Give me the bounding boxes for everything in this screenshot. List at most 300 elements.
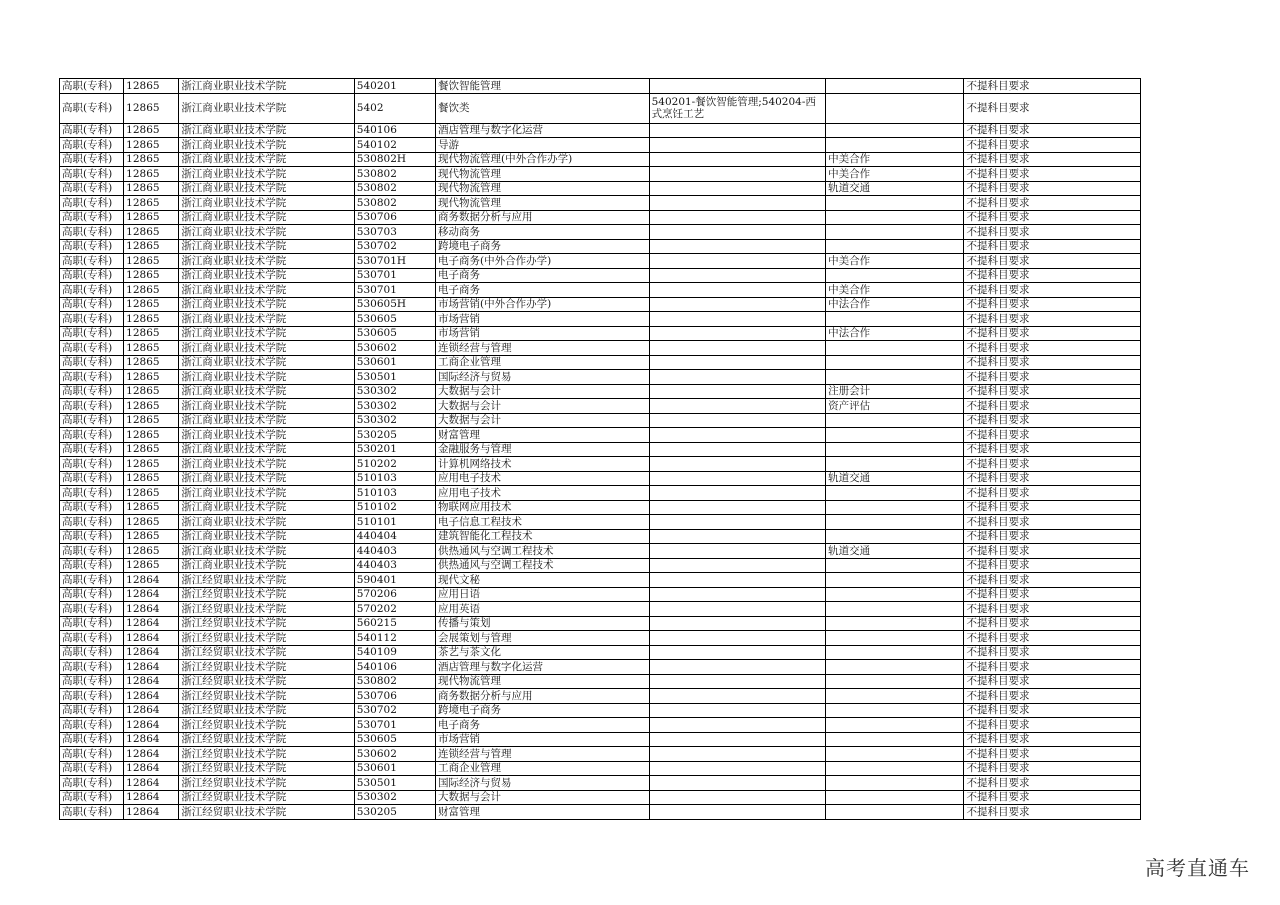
school-name-cell: 浙江经贸职业技术学院: [179, 790, 354, 805]
school-code-cell: 12865: [124, 326, 179, 341]
school-name-cell: 浙江商业职业技术学院: [179, 515, 354, 530]
school-name-cell: 浙江经贸职业技术学院: [179, 703, 354, 718]
major-code-cell: 510102: [354, 500, 435, 515]
major-name-cell: 物联网应用技术: [436, 500, 650, 515]
table-row: [60, 602, 1141, 617]
note-cell: [826, 196, 964, 211]
subject-requirement-cell: 不提科目要求: [964, 573, 1141, 588]
major-code-cell: 530205: [354, 428, 435, 443]
included-majors-cell: [649, 805, 825, 820]
subject-requirement-cell: 不提科目要求: [964, 703, 1141, 718]
table-row: [60, 761, 1141, 776]
table-row: [60, 384, 1141, 399]
table-row: [60, 355, 1141, 370]
included-majors-cell: [649, 544, 825, 559]
note-cell: [826, 486, 964, 501]
table-row: [60, 689, 1141, 704]
included-majors-cell: [649, 602, 825, 617]
table-row: [60, 167, 1141, 182]
included-majors-cell: [649, 631, 825, 646]
major-code-cell: 530702: [354, 239, 435, 254]
major-name-cell: 现代物流管理: [436, 196, 650, 211]
level-cell: 高职(专科): [60, 805, 124, 820]
subject-requirement-cell: 不提科目要求: [964, 283, 1141, 298]
school-name-cell: 浙江商业职业技术学院: [179, 312, 354, 327]
school-code-cell: 12864: [124, 732, 179, 747]
school-name-cell: 浙江商业职业技术学院: [179, 225, 354, 240]
school-code-cell: 12865: [124, 196, 179, 211]
school-name-cell: 浙江商业职业技术学院: [179, 181, 354, 196]
note-cell: 中美合作: [826, 167, 964, 182]
major-name-cell: 市场营销: [436, 326, 650, 341]
note-cell: [826, 123, 964, 138]
table-row: [60, 457, 1141, 472]
major-code-cell: 530802: [354, 674, 435, 689]
table-row: [60, 239, 1141, 254]
school-code-cell: 12865: [124, 413, 179, 428]
major-code-cell: 440404: [354, 529, 435, 544]
major-code-cell: 510103: [354, 486, 435, 501]
major-code-cell: 570206: [354, 587, 435, 602]
school-name-cell: 浙江商业职业技术学院: [179, 384, 354, 399]
table-row: [60, 152, 1141, 167]
subject-requirement-cell: 不提科目要求: [964, 805, 1141, 820]
note-cell: [826, 370, 964, 385]
subject-requirement-cell: 不提科目要求: [964, 268, 1141, 283]
level-cell: 高职(专科): [60, 283, 124, 298]
included-majors-cell: [649, 268, 825, 283]
note-cell: 注册会计: [826, 384, 964, 399]
level-cell: 高职(专科): [60, 93, 124, 123]
note-cell: [826, 573, 964, 588]
table-row: [60, 123, 1141, 138]
school-name-cell: 浙江商业职业技术学院: [179, 239, 354, 254]
note-cell: [826, 660, 964, 675]
school-name-cell: 浙江经贸职业技术学院: [179, 573, 354, 588]
table-row: [60, 747, 1141, 762]
school-name-cell: 浙江商业职业技术学院: [179, 297, 354, 312]
school-name-cell: 浙江经贸职业技术学院: [179, 660, 354, 675]
level-cell: 高职(专科): [60, 225, 124, 240]
included-majors-cell: [649, 515, 825, 530]
note-cell: [826, 689, 964, 704]
school-code-cell: 12864: [124, 776, 179, 791]
school-code-cell: 12865: [124, 181, 179, 196]
school-code-cell: 12865: [124, 210, 179, 225]
table-row: [60, 79, 1141, 94]
major-name-cell: 应用日语: [436, 587, 650, 602]
table-row: [60, 254, 1141, 269]
school-code-cell: 12865: [124, 167, 179, 182]
major-name-cell: 移动商务: [436, 225, 650, 240]
subject-requirement-cell: 不提科目要求: [964, 718, 1141, 733]
school-name-cell: 浙江商业职业技术学院: [179, 500, 354, 515]
included-majors-cell: [649, 471, 825, 486]
major-name-cell: 现代物流管理: [436, 674, 650, 689]
note-cell: 轨道交通: [826, 544, 964, 559]
subject-requirement-cell: 不提科目要求: [964, 616, 1141, 631]
subject-requirement-cell: 不提科目要求: [964, 79, 1141, 94]
major-name-cell: 电子商务(中外合作办学): [436, 254, 650, 269]
major-name-cell: 应用电子技术: [436, 471, 650, 486]
level-cell: 高职(专科): [60, 732, 124, 747]
level-cell: 高职(专科): [60, 384, 124, 399]
level-cell: 高职(专科): [60, 486, 124, 501]
watermark-logo-text: 高考直通车: [1145, 856, 1250, 880]
table-row: [60, 674, 1141, 689]
included-majors-cell: [649, 776, 825, 791]
included-majors-cell: [649, 239, 825, 254]
subject-requirement-cell: 不提科目要求: [964, 355, 1141, 370]
included-majors-cell: [649, 442, 825, 457]
table-row: [60, 312, 1141, 327]
table-row: [60, 138, 1141, 153]
included-majors-cell: [649, 660, 825, 675]
school-code-cell: 12864: [124, 631, 179, 646]
table-row: [60, 587, 1141, 602]
major-code-cell: 530701: [354, 283, 435, 298]
level-cell: 高职(专科): [60, 79, 124, 94]
major-code-cell: 530701H: [354, 254, 435, 269]
table-row: [60, 660, 1141, 675]
major-name-cell: 茶艺与茶文化: [436, 645, 650, 660]
major-name-cell: 会展策划与管理: [436, 631, 650, 646]
subject-requirement-cell: 不提科目要求: [964, 529, 1141, 544]
note-cell: [826, 355, 964, 370]
note-cell: [826, 210, 964, 225]
included-majors-cell: [649, 428, 825, 443]
school-name-cell: 浙江商业职业技术学院: [179, 355, 354, 370]
major-name-cell: 应用电子技术: [436, 486, 650, 501]
major-code-cell: 530302: [354, 384, 435, 399]
table-row: [60, 805, 1141, 820]
major-code-cell: 440403: [354, 544, 435, 559]
school-name-cell: 浙江商业职业技术学院: [179, 413, 354, 428]
school-code-cell: 12865: [124, 370, 179, 385]
subject-requirement-cell: 不提科目要求: [964, 152, 1141, 167]
subject-requirement-cell: 不提科目要求: [964, 138, 1141, 153]
school-code-cell: 12865: [124, 312, 179, 327]
major-name-cell: 供热通风与空调工程技术: [436, 544, 650, 559]
level-cell: 高职(专科): [60, 703, 124, 718]
major-name-cell: 商务数据分析与应用: [436, 210, 650, 225]
table-row: [60, 529, 1141, 544]
included-majors-cell: [649, 718, 825, 733]
major-name-cell: 餐饮类: [436, 93, 650, 123]
school-code-cell: 12865: [124, 152, 179, 167]
table-row: [60, 210, 1141, 225]
note-cell: [826, 515, 964, 530]
included-majors-cell: [649, 703, 825, 718]
level-cell: 高职(专科): [60, 326, 124, 341]
major-name-cell: 财富管理: [436, 805, 650, 820]
note-cell: [826, 776, 964, 791]
included-majors-cell: [649, 152, 825, 167]
note-cell: [826, 341, 964, 356]
table-row: [60, 776, 1141, 791]
major-code-cell: 530602: [354, 341, 435, 356]
school-name-cell: 浙江经贸职业技术学院: [179, 732, 354, 747]
table-row: [60, 326, 1141, 341]
school-name-cell: 浙江经贸职业技术学院: [179, 631, 354, 646]
note-cell: [826, 761, 964, 776]
school-code-cell: 12865: [124, 123, 179, 138]
major-code-cell: 530703: [354, 225, 435, 240]
level-cell: 高职(专科): [60, 761, 124, 776]
school-code-cell: 12864: [124, 602, 179, 617]
school-code-cell: 12865: [124, 399, 179, 414]
major-code-cell: 530501: [354, 776, 435, 791]
table-row: [60, 297, 1141, 312]
level-cell: 高职(专科): [60, 558, 124, 573]
school-name-cell: 浙江商业职业技术学院: [179, 93, 354, 123]
major-name-cell: 现代文秘: [436, 573, 650, 588]
major-code-cell: 530701: [354, 268, 435, 283]
note-cell: [826, 732, 964, 747]
major-code-cell: 530802: [354, 181, 435, 196]
school-name-cell: 浙江商业职业技术学院: [179, 486, 354, 501]
level-cell: 高职(专科): [60, 370, 124, 385]
subject-requirement-cell: 不提科目要求: [964, 631, 1141, 646]
note-cell: [826, 268, 964, 283]
school-code-cell: 12865: [124, 457, 179, 472]
school-name-cell: 浙江商业职业技术学院: [179, 457, 354, 472]
major-code-cell: 530701: [354, 718, 435, 733]
school-code-cell: 12865: [124, 341, 179, 356]
school-name-cell: 浙江经贸职业技术学院: [179, 805, 354, 820]
major-name-cell: 商务数据分析与应用: [436, 689, 650, 704]
school-name-cell: 浙江商业职业技术学院: [179, 544, 354, 559]
major-name-cell: 连锁经营与管理: [436, 747, 650, 762]
level-cell: 高职(专科): [60, 747, 124, 762]
level-cell: 高职(专科): [60, 210, 124, 225]
included-majors-cell: [649, 616, 825, 631]
level-cell: 高职(专科): [60, 355, 124, 370]
subject-requirement-cell: 不提科目要求: [964, 181, 1141, 196]
included-majors-cell: [649, 355, 825, 370]
major-name-cell: 传播与策划: [436, 616, 650, 631]
school-code-cell: 12864: [124, 703, 179, 718]
level-cell: 高职(专科): [60, 428, 124, 443]
major-code-cell: 530605: [354, 326, 435, 341]
note-cell: 中法合作: [826, 326, 964, 341]
note-cell: [826, 747, 964, 762]
subject-requirement-cell: 不提科目要求: [964, 93, 1141, 123]
major-code-cell: 530302: [354, 413, 435, 428]
school-code-cell: 12865: [124, 384, 179, 399]
level-cell: 高职(专科): [60, 239, 124, 254]
level-cell: 高职(专科): [60, 181, 124, 196]
school-code-cell: 12865: [124, 558, 179, 573]
major-name-cell: 建筑智能化工程技术: [436, 529, 650, 544]
major-name-cell: 现代物流管理: [436, 181, 650, 196]
major-name-cell: 供热通风与空调工程技术: [436, 558, 650, 573]
major-code-cell: 530802: [354, 196, 435, 211]
major-code-cell: 530602: [354, 747, 435, 762]
school-code-cell: 12865: [124, 254, 179, 269]
subject-requirement-cell: 不提科目要求: [964, 196, 1141, 211]
major-name-cell: 工商企业管理: [436, 761, 650, 776]
school-code-cell: 12865: [124, 225, 179, 240]
school-name-cell: 浙江商业职业技术学院: [179, 558, 354, 573]
admission-requirements-table: [59, 78, 1141, 820]
level-cell: 高职(专科): [60, 399, 124, 414]
level-cell: 高职(专科): [60, 413, 124, 428]
school-code-cell: 12865: [124, 355, 179, 370]
level-cell: 高职(专科): [60, 123, 124, 138]
major-name-cell: 财富管理: [436, 428, 650, 443]
subject-requirement-cell: 不提科目要求: [964, 761, 1141, 776]
school-code-cell: 12864: [124, 645, 179, 660]
table-row: [60, 790, 1141, 805]
subject-requirement-cell: 不提科目要求: [964, 341, 1141, 356]
table-row: [60, 181, 1141, 196]
note-cell: [826, 616, 964, 631]
level-cell: 高职(专科): [60, 544, 124, 559]
school-code-cell: 12865: [124, 297, 179, 312]
level-cell: 高职(专科): [60, 515, 124, 530]
note-cell: [826, 138, 964, 153]
level-cell: 高职(专科): [60, 457, 124, 472]
school-name-cell: 浙江商业职业技术学院: [179, 326, 354, 341]
table-row: [60, 486, 1141, 501]
school-code-cell: 12865: [124, 486, 179, 501]
level-cell: 高职(专科): [60, 790, 124, 805]
major-name-cell: 导游: [436, 138, 650, 153]
note-cell: [826, 239, 964, 254]
major-name-cell: 餐饮智能管理: [436, 79, 650, 94]
school-code-cell: 12865: [124, 471, 179, 486]
school-name-cell: 浙江商业职业技术学院: [179, 442, 354, 457]
level-cell: 高职(专科): [60, 645, 124, 660]
major-code-cell: 530302: [354, 790, 435, 805]
note-cell: [826, 529, 964, 544]
note-cell: 轨道交通: [826, 471, 964, 486]
included-majors-cell: [649, 196, 825, 211]
included-majors-cell: [649, 225, 825, 240]
major-code-cell: 530706: [354, 210, 435, 225]
school-code-cell: 12865: [124, 268, 179, 283]
included-majors-cell: [649, 138, 825, 153]
included-majors-cell: [649, 297, 825, 312]
note-cell: [826, 225, 964, 240]
included-majors-cell: [649, 384, 825, 399]
major-name-cell: 应用英语: [436, 602, 650, 617]
major-code-cell: 530802: [354, 167, 435, 182]
major-name-cell: 国际经济与贸易: [436, 370, 650, 385]
major-name-cell: 现代物流管理(中外合作办学): [436, 152, 650, 167]
major-code-cell: 530601: [354, 761, 435, 776]
school-name-cell: 浙江商业职业技术学院: [179, 529, 354, 544]
table-row: [60, 631, 1141, 646]
note-cell: [826, 790, 964, 805]
major-code-cell: 530702: [354, 703, 435, 718]
subject-requirement-cell: 不提科目要求: [964, 500, 1141, 515]
school-name-cell: 浙江商业职业技术学院: [179, 138, 354, 153]
note-cell: [826, 413, 964, 428]
school-code-cell: 12864: [124, 747, 179, 762]
major-code-cell: 510202: [354, 457, 435, 472]
note-cell: 资产评估: [826, 399, 964, 414]
subject-requirement-cell: 不提科目要求: [964, 239, 1141, 254]
subject-requirement-cell: 不提科目要求: [964, 776, 1141, 791]
major-code-cell: 540106: [354, 123, 435, 138]
major-code-cell: 530501: [354, 370, 435, 385]
level-cell: 高职(专科): [60, 196, 124, 211]
subject-requirement-cell: 不提科目要求: [964, 123, 1141, 138]
major-code-cell: 540109: [354, 645, 435, 660]
school-name-cell: 浙江商业职业技术学院: [179, 254, 354, 269]
level-cell: 高职(专科): [60, 616, 124, 631]
school-code-cell: 12865: [124, 500, 179, 515]
note-cell: [826, 500, 964, 515]
included-majors-cell: [649, 486, 825, 501]
school-code-cell: 12864: [124, 616, 179, 631]
subject-requirement-cell: 不提科目要求: [964, 413, 1141, 428]
level-cell: 高职(专科): [60, 312, 124, 327]
level-cell: 高职(专科): [60, 602, 124, 617]
major-code-cell: 540201: [354, 79, 435, 94]
major-name-cell: 电子商务: [436, 718, 650, 733]
school-code-cell: 12865: [124, 515, 179, 530]
school-name-cell: 浙江商业职业技术学院: [179, 196, 354, 211]
level-cell: 高职(专科): [60, 573, 124, 588]
note-cell: [826, 457, 964, 472]
table-row: [60, 428, 1141, 443]
table-row: [60, 703, 1141, 718]
major-code-cell: 530605: [354, 732, 435, 747]
subject-requirement-cell: 不提科目要求: [964, 167, 1141, 182]
note-cell: [826, 428, 964, 443]
major-name-cell: 大数据与会计: [436, 399, 650, 414]
included-majors-cell: [649, 732, 825, 747]
table-row: [60, 93, 1141, 123]
school-code-cell: 12864: [124, 660, 179, 675]
major-name-cell: 市场营销(中外合作办学): [436, 297, 650, 312]
included-majors-cell: [649, 645, 825, 660]
school-name-cell: 浙江商业职业技术学院: [179, 167, 354, 182]
table-row: [60, 283, 1141, 298]
subject-requirement-cell: 不提科目要求: [964, 544, 1141, 559]
major-name-cell: 电子商务: [436, 268, 650, 283]
major-code-cell: 510101: [354, 515, 435, 530]
note-cell: [826, 805, 964, 820]
major-name-cell: 现代物流管理: [436, 167, 650, 182]
major-name-cell: 电子商务: [436, 283, 650, 298]
school-code-cell: 12864: [124, 674, 179, 689]
school-code-cell: 12864: [124, 689, 179, 704]
table-row: [60, 442, 1141, 457]
school-code-cell: 12865: [124, 79, 179, 94]
subject-requirement-cell: 不提科目要求: [964, 210, 1141, 225]
major-name-cell: 跨境电子商务: [436, 239, 650, 254]
level-cell: 高职(专科): [60, 138, 124, 153]
school-code-cell: 12864: [124, 573, 179, 588]
school-code-cell: 12865: [124, 529, 179, 544]
note-cell: [826, 718, 964, 733]
table-row: [60, 544, 1141, 559]
major-code-cell: 440403: [354, 558, 435, 573]
level-cell: 高职(专科): [60, 254, 124, 269]
level-cell: 高职(专科): [60, 152, 124, 167]
major-name-cell: 市场营销: [436, 732, 650, 747]
subject-requirement-cell: 不提科目要求: [964, 558, 1141, 573]
major-code-cell: 5402: [354, 93, 435, 123]
included-majors-cell: [649, 587, 825, 602]
major-code-cell: 560215: [354, 616, 435, 631]
level-cell: 高职(专科): [60, 442, 124, 457]
note-cell: 轨道交通: [826, 181, 964, 196]
